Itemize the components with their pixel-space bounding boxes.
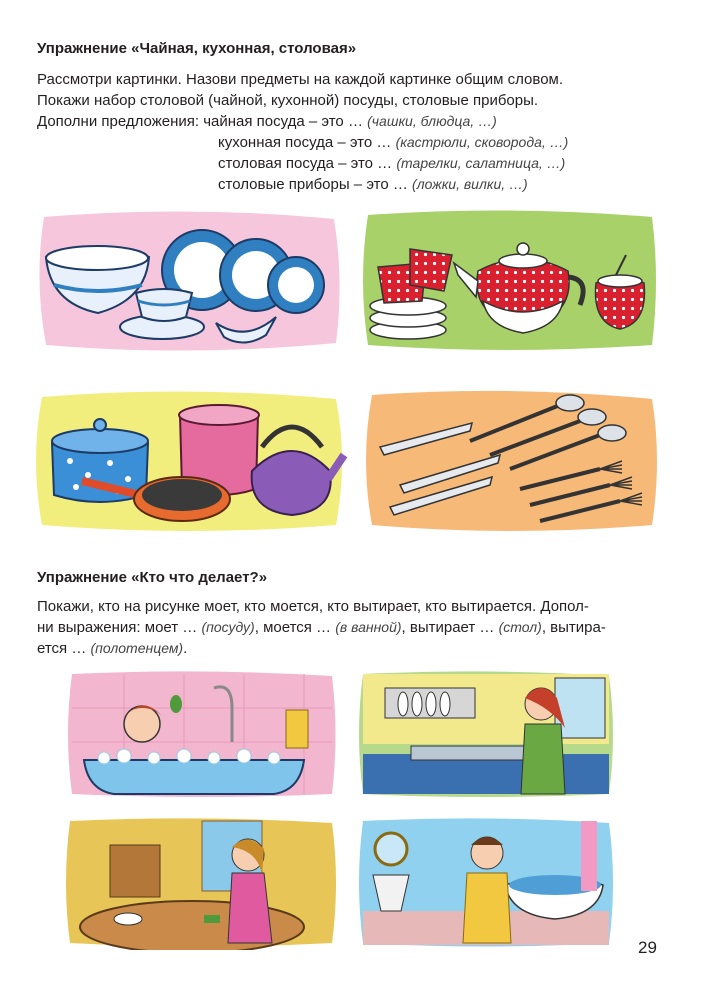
bathing-girl-picture xyxy=(64,668,339,800)
ex2-hint-polotencem: (полотенцем) xyxy=(90,640,184,656)
exercise1-instruction-line2: Покажи набор столовой (чайной, кухонной) посуды, столовые приборы. xyxy=(37,92,539,109)
exercise1-title: Упражнение «Чайная, кухонная, столовая» xyxy=(37,40,357,57)
exercise2-line1: Покажи, кто на рисунке моет, кто моется, кто вытирает, кто вытирается. Допол- xyxy=(37,598,589,615)
tea-set-picture xyxy=(358,205,660,355)
sentence-4 xyxy=(218,175,528,194)
wiping-table-picture xyxy=(62,815,340,950)
page-number: 29 xyxy=(638,938,657,957)
ex2-p2a: ни выражения: моет … xyxy=(37,619,198,636)
ex2-hint-stol: (стол) xyxy=(498,619,542,635)
ex2-p2c: , моется … xyxy=(254,619,332,636)
exercise1-instruction-line1: Рассмотри картинки. Назови предметы на каждой картинке общим словом. xyxy=(37,71,564,88)
dinnerware-picture xyxy=(34,205,344,355)
ex2-hint-posudu: (посуду) xyxy=(201,619,255,635)
exercise2-title: Упражнение «Кто что делает?» xyxy=(37,569,268,586)
exercise2-line3 xyxy=(37,638,685,659)
sentence-4-hint: (ложки, вилки, …) xyxy=(412,176,528,192)
drying-towel-picture xyxy=(355,815,617,950)
exercise1-instruction-line3 xyxy=(37,112,497,131)
cookware-picture xyxy=(30,385,348,535)
sentence-2-hint: (кастрюли, сковорода, …) xyxy=(395,134,569,150)
exercise1-prefix: Дополни предложения: xyxy=(37,113,200,130)
cutlery-picture xyxy=(360,385,662,535)
ex2-p3c: . xyxy=(183,640,188,657)
sentence-1-hint: (чашки, блюдца, …) xyxy=(367,113,497,129)
ex2-p3a: ется … xyxy=(37,640,87,657)
sentence-3-text: столовая посуда – это … xyxy=(218,155,393,172)
ex2-p2e: , вытирает … xyxy=(401,619,495,636)
sentence-3 xyxy=(218,154,565,173)
sentence-1-text: чайная посуда – это … xyxy=(203,113,363,130)
exercise2-line2 xyxy=(37,617,685,638)
sentence-2 xyxy=(218,133,568,152)
ex2-hint-vannoy: (в ванной) xyxy=(335,619,402,635)
washing-dishes-picture xyxy=(355,668,617,800)
ex2-p2g: , вытира- xyxy=(541,619,606,636)
sentence-2-text: кухонная посуда – это … xyxy=(218,134,392,151)
sentence-4-text: столовые приборы – это … xyxy=(218,176,408,193)
sentence-3-hint: (тарелки, салатница, …) xyxy=(396,155,566,171)
exercise2-instruction xyxy=(37,596,685,659)
